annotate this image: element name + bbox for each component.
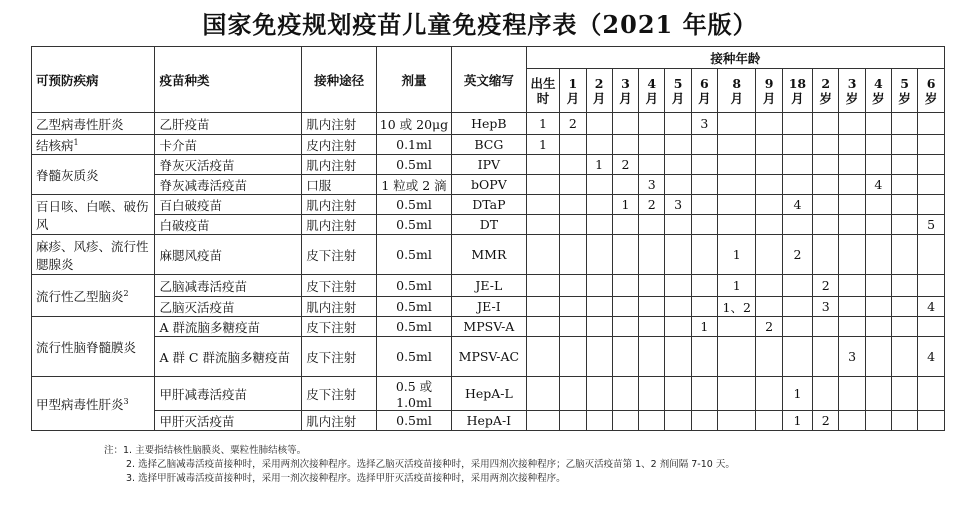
dose-number-cell xyxy=(717,411,755,431)
dose-cell: 0.1ml xyxy=(377,135,452,155)
route-cell: 皮下注射 xyxy=(302,275,377,297)
dose-number-cell xyxy=(639,377,665,411)
dose-number-cell xyxy=(560,411,586,431)
dose-number-cell xyxy=(691,235,717,275)
dose-number-cell xyxy=(865,135,891,155)
dose-number-cell xyxy=(782,175,812,195)
dose-number-cell xyxy=(586,113,612,135)
abbr-cell: JE-I xyxy=(451,297,526,317)
dose-number-cell xyxy=(782,135,812,155)
table-row xyxy=(32,317,945,337)
header-age-1: 1 月 xyxy=(560,69,586,113)
dose-number-cell xyxy=(586,337,612,377)
route-cell: 皮下注射 xyxy=(302,317,377,337)
dose-number-cell: 4 xyxy=(782,195,812,215)
dose-number-cell xyxy=(560,235,586,275)
dose-number-cell xyxy=(717,337,755,377)
dose-number-cell xyxy=(756,175,782,195)
abbr-cell: HepA-L xyxy=(451,377,526,411)
dose-number-cell: 2 xyxy=(756,317,782,337)
header-age-group: 接种年龄 xyxy=(526,47,944,69)
page-title: 国家免疫规划疫苗儿童免疫程序表（2021 年版） xyxy=(202,10,758,39)
header-age-11: 3 岁 xyxy=(839,69,865,113)
dose-number-cell xyxy=(639,135,665,155)
abbr-cell: JE-L xyxy=(451,275,526,297)
dose-number-cell xyxy=(560,275,586,297)
dose-number-cell: 1 xyxy=(691,317,717,337)
dose-number-cell xyxy=(586,135,612,155)
dose-number-cell: 2 xyxy=(813,275,839,297)
dose-number-cell xyxy=(839,411,865,431)
dose-number-cell: 2 xyxy=(560,113,586,135)
header-route: 接种途径 xyxy=(302,47,377,113)
dose-number-cell xyxy=(526,155,559,175)
dose-number-cell xyxy=(639,317,665,337)
dose-number-cell xyxy=(813,337,839,377)
vaccine-cell: 脊灰减毒活疫苗 xyxy=(155,175,302,195)
header-vaccine: 疫苗种类 xyxy=(155,47,302,113)
dose-number-cell: 1 xyxy=(526,135,559,155)
dose-number-cell xyxy=(918,411,945,431)
dose-number-cell xyxy=(691,275,717,297)
footnote-marker: 3 xyxy=(123,396,129,406)
dose-number-cell xyxy=(839,297,865,317)
dose-number-cell: 1 xyxy=(782,377,812,411)
dose-number-cell xyxy=(865,113,891,135)
dose-number-cell: 2 xyxy=(639,195,665,215)
dose-number-cell xyxy=(586,275,612,297)
dose-cell: 1 粒或 2 滴 xyxy=(377,175,452,195)
dose-number-cell xyxy=(839,175,865,195)
dose-number-cell xyxy=(586,297,612,317)
header-age-3: 3 月 xyxy=(612,69,638,113)
dose-number-cell xyxy=(839,135,865,155)
dose-number-cell xyxy=(918,195,945,215)
dose-cell: 0.5ml xyxy=(377,297,452,317)
dose-number-cell xyxy=(639,235,665,275)
dose-number-cell xyxy=(691,195,717,215)
table-row xyxy=(32,195,945,215)
dose-number-cell xyxy=(612,113,638,135)
header-abbr: 英文缩写 xyxy=(451,47,526,113)
route-cell: 肌内注射 xyxy=(302,195,377,215)
dose-number-cell xyxy=(526,175,559,195)
table-row xyxy=(32,113,945,135)
dose-number-cell xyxy=(612,175,638,195)
dose-number-cell: 3 xyxy=(691,113,717,135)
dose-number-cell xyxy=(865,297,891,317)
abbr-cell: IPV xyxy=(451,155,526,175)
dose-number-cell xyxy=(891,377,917,411)
dose-number-cell xyxy=(813,317,839,337)
dose-number-cell xyxy=(717,155,755,175)
dose-number-cell xyxy=(839,235,865,275)
dose-number-cell xyxy=(782,215,812,235)
dose-number-cell xyxy=(782,297,812,317)
vaccine-cell: 白破疫苗 xyxy=(155,215,302,235)
dose-number-cell xyxy=(717,195,755,215)
dose-number-cell xyxy=(717,175,755,195)
dose-number-cell: 4 xyxy=(865,175,891,195)
dose-number-cell xyxy=(891,275,917,297)
header-age-8: 9 月 xyxy=(756,69,782,113)
vaccine-cell: 麻腮风疫苗 xyxy=(155,235,302,275)
dose-number-cell: 1 xyxy=(717,235,755,275)
dose-number-cell xyxy=(918,317,945,337)
header-age-0: 出生 时 xyxy=(526,69,559,113)
footnotes xyxy=(104,444,735,486)
abbr-cell: DT xyxy=(451,215,526,235)
dose-number-cell xyxy=(782,275,812,297)
dose-number-cell: 1 xyxy=(782,411,812,431)
dose-number-cell xyxy=(560,337,586,377)
dose-number-cell xyxy=(560,135,586,155)
dose-number-cell xyxy=(865,195,891,215)
dose-number-cell xyxy=(639,411,665,431)
dose-number-cell xyxy=(782,155,812,175)
dose-number-cell xyxy=(526,411,559,431)
dose-number-cell xyxy=(782,337,812,377)
abbr-cell: MPSV-AC xyxy=(451,337,526,377)
dose-number-cell xyxy=(560,155,586,175)
vaccine-cell: A 群 C 群流脑多糖疫苗 xyxy=(155,337,302,377)
dose-number-cell xyxy=(586,411,612,431)
dose-number-cell xyxy=(691,337,717,377)
disease-cell: 流行性脑脊髓膜炎 xyxy=(32,317,155,377)
dose-cell: 0.5ml xyxy=(377,411,452,431)
dose-number-cell xyxy=(756,235,782,275)
dose-number-cell xyxy=(839,317,865,337)
header-age-4: 4 月 xyxy=(639,69,665,113)
abbr-cell: bOPV xyxy=(451,175,526,195)
dose-number-cell xyxy=(756,113,782,135)
dose-number-cell xyxy=(586,377,612,411)
dose-cell: 0.5 或 1.0ml xyxy=(377,377,452,411)
dose-number-cell: 3 xyxy=(813,297,839,317)
footnote-3: 3. 选择甲肝减毒活疫苗接种时，采用一剂次接种程序。选择甲肝灭活疫苗接种时，采用两剂次接种程序。 xyxy=(126,473,566,484)
dose-number-cell xyxy=(918,235,945,275)
immunization-schedule-table xyxy=(31,46,945,431)
dose-number-cell xyxy=(717,317,755,337)
dose-number-cell xyxy=(526,215,559,235)
dose-number-cell xyxy=(865,337,891,377)
table-row xyxy=(32,235,945,275)
dose-number-cell xyxy=(560,195,586,215)
route-cell: 皮内注射 xyxy=(302,135,377,155)
dose-number-cell xyxy=(813,235,839,275)
dose-number-cell xyxy=(813,377,839,411)
dose-number-cell xyxy=(639,113,665,135)
dose-number-cell xyxy=(756,337,782,377)
vaccine-cell: 百白破疫苗 xyxy=(155,195,302,215)
dose-number-cell xyxy=(891,155,917,175)
header-age-13: 5 岁 xyxy=(891,69,917,113)
route-cell: 肌内注射 xyxy=(302,411,377,431)
dose-number-cell xyxy=(865,275,891,297)
dose-number-cell xyxy=(560,377,586,411)
table-row xyxy=(32,155,945,175)
dose-number-cell xyxy=(665,317,691,337)
dose-number-cell xyxy=(691,135,717,155)
dose-number-cell xyxy=(717,215,755,235)
dose-number-cell xyxy=(612,411,638,431)
dose-number-cell xyxy=(918,155,945,175)
dose-number-cell: 2 xyxy=(612,155,638,175)
dose-number-cell: 1 xyxy=(586,155,612,175)
dose-number-cell xyxy=(586,215,612,235)
dose-number-cell xyxy=(665,235,691,275)
footnote-marker: 1 xyxy=(73,137,79,147)
dose-number-cell xyxy=(665,275,691,297)
dose-number-cell: 3 xyxy=(665,195,691,215)
dose-number-cell xyxy=(612,337,638,377)
dose-cell: 0.5ml xyxy=(377,337,452,377)
dose-number-cell: 1、2 xyxy=(717,297,755,317)
dose-number-cell xyxy=(891,135,917,155)
dose-number-cell xyxy=(891,337,917,377)
vaccine-cell: 乙脑减毒活疫苗 xyxy=(155,275,302,297)
dose-number-cell xyxy=(891,297,917,317)
dose-number-cell xyxy=(560,317,586,337)
dose-number-cell xyxy=(839,195,865,215)
header-age-7: 8 月 xyxy=(717,69,755,113)
dose-number-cell xyxy=(639,337,665,377)
dose-number-cell xyxy=(612,317,638,337)
header-disease: 可预防疾病 xyxy=(32,47,155,113)
dose-number-cell xyxy=(691,377,717,411)
header-age-14: 6 岁 xyxy=(918,69,945,113)
table-row xyxy=(32,175,945,195)
disease-cell: 麻疹、风疹、流行性腮腺炎 xyxy=(32,235,155,275)
route-cell: 肌内注射 xyxy=(302,113,377,135)
dose-number-cell xyxy=(813,195,839,215)
vaccine-cell: 乙脑灭活疫苗 xyxy=(155,297,302,317)
dose-number-cell xyxy=(891,113,917,135)
vaccine-cell: 甲肝灭活疫苗 xyxy=(155,411,302,431)
dose-number-cell xyxy=(526,297,559,317)
dose-number-cell xyxy=(612,297,638,317)
dose-number-cell xyxy=(639,155,665,175)
header-dose: 剂量 xyxy=(377,47,452,113)
table-row xyxy=(32,377,945,411)
dose-number-cell xyxy=(813,175,839,195)
dose-number-cell xyxy=(891,317,917,337)
dose-number-cell xyxy=(639,275,665,297)
disease-cell: 甲型病毒性肝炎$^3$ xyxy=(32,377,155,431)
dose-cell: 0.5ml xyxy=(377,235,452,275)
abbr-cell: DTaP xyxy=(451,195,526,215)
abbr-cell: MMR xyxy=(451,235,526,275)
dose-cell: 0.5ml xyxy=(377,215,452,235)
dose-number-cell xyxy=(665,155,691,175)
dose-number-cell xyxy=(918,113,945,135)
dose-number-cell xyxy=(813,113,839,135)
dose-number-cell xyxy=(865,235,891,275)
dose-number-cell xyxy=(865,215,891,235)
dose-number-cell xyxy=(612,235,638,275)
vaccine-cell: 脊灰灭活疫苗 xyxy=(155,155,302,175)
dose-number-cell xyxy=(782,317,812,337)
disease-cell: 百日咳、白喉、破伤风 xyxy=(32,195,155,235)
route-cell: 肌内注射 xyxy=(302,215,377,235)
dose-number-cell xyxy=(665,337,691,377)
dose-number-cell xyxy=(665,175,691,195)
dose-number-cell xyxy=(560,215,586,235)
dose-number-cell: 1 xyxy=(612,195,638,215)
dose-number-cell xyxy=(526,235,559,275)
dose-number-cell xyxy=(918,135,945,155)
header-age-5: 5 月 xyxy=(665,69,691,113)
dose-number-cell xyxy=(813,155,839,175)
disease-cell: 脊髓灰质炎 xyxy=(32,155,155,195)
dose-number-cell xyxy=(560,175,586,195)
vaccine-cell: 卡介苗 xyxy=(155,135,302,155)
dose-number-cell xyxy=(665,411,691,431)
route-cell: 肌内注射 xyxy=(302,155,377,175)
dose-number-cell xyxy=(560,297,586,317)
dose-number-cell xyxy=(839,155,865,175)
dose-number-cell xyxy=(891,195,917,215)
header-age-12: 4 岁 xyxy=(865,69,891,113)
dose-number-cell xyxy=(756,195,782,215)
vaccine-cell: A 群流脑多糖疫苗 xyxy=(155,317,302,337)
route-cell: 皮下注射 xyxy=(302,377,377,411)
dose-number-cell: 3 xyxy=(639,175,665,195)
dose-cell: 0.5ml xyxy=(377,195,452,215)
dose-number-cell xyxy=(756,155,782,175)
disease-cell: 流行性乙型脑炎$^2$ xyxy=(32,275,155,317)
dose-cell: 10 或 20μg xyxy=(377,113,452,135)
dose-number-cell: 3 xyxy=(839,337,865,377)
dose-number-cell xyxy=(665,215,691,235)
abbr-cell: HepA-I xyxy=(451,411,526,431)
dose-number-cell xyxy=(526,317,559,337)
vaccine-cell: 乙肝疫苗 xyxy=(155,113,302,135)
dose-number-cell xyxy=(665,297,691,317)
dose-number-cell xyxy=(526,275,559,297)
header-age-10: 2 岁 xyxy=(813,69,839,113)
route-cell: 皮下注射 xyxy=(302,235,377,275)
dose-cell: 0.5ml xyxy=(377,275,452,297)
dose-number-cell xyxy=(865,377,891,411)
dose-number-cell: 2 xyxy=(813,411,839,431)
footnote-1: 注：1. 主要指结核性脑膜炎、粟粒性肺结核等。 xyxy=(104,445,307,456)
dose-number-cell xyxy=(839,377,865,411)
table-row xyxy=(32,297,945,317)
dose-number-cell xyxy=(918,377,945,411)
dose-number-cell xyxy=(586,317,612,337)
route-cell: 皮下注射 xyxy=(302,337,377,377)
dose-number-cell xyxy=(665,377,691,411)
header-age-2: 2 月 xyxy=(586,69,612,113)
table-row xyxy=(32,135,945,155)
dose-number-cell xyxy=(756,275,782,297)
dose-number-cell xyxy=(865,411,891,431)
dose-number-cell xyxy=(865,317,891,337)
dose-number-cell: 1 xyxy=(717,275,755,297)
abbr-cell: HepB xyxy=(451,113,526,135)
dose-number-cell xyxy=(756,411,782,431)
dose-number-cell xyxy=(756,297,782,317)
dose-number-cell xyxy=(865,155,891,175)
dose-number-cell: 1 xyxy=(526,113,559,135)
footnote-marker: 2 xyxy=(123,288,129,298)
dose-number-cell xyxy=(891,411,917,431)
dose-cell: 0.5ml xyxy=(377,155,452,175)
dose-number-cell xyxy=(665,113,691,135)
dose-number-cell xyxy=(612,377,638,411)
dose-number-cell xyxy=(756,215,782,235)
dose-number-cell xyxy=(756,135,782,155)
vaccine-cell: 甲肝减毒活疫苗 xyxy=(155,377,302,411)
footnote-2: 2. 选择乙脑减毒活疫苗接种时，采用两剂次接种程序。选择乙脑灭活疫苗接种时，采用四剂次接种程序；乙脑灭活疫苗第 1、2 剂间隔 7-10 天。 xyxy=(126,459,735,470)
dose-number-cell xyxy=(586,175,612,195)
dose-number-cell xyxy=(717,135,755,155)
dose-number-cell xyxy=(891,175,917,195)
dose-number-cell: 4 xyxy=(918,337,945,377)
dose-number-cell xyxy=(526,377,559,411)
dose-number-cell xyxy=(813,135,839,155)
dose-number-cell xyxy=(717,377,755,411)
dose-number-cell xyxy=(813,215,839,235)
dose-number-cell xyxy=(918,275,945,297)
dose-number-cell xyxy=(665,135,691,155)
dose-number-cell: 5 xyxy=(918,215,945,235)
dose-number-cell xyxy=(586,195,612,215)
abbr-cell: BCG xyxy=(451,135,526,155)
dose-number-cell xyxy=(526,337,559,377)
table-row xyxy=(32,337,945,377)
dose-number-cell xyxy=(839,215,865,235)
dose-number-cell xyxy=(839,275,865,297)
route-cell: 口服 xyxy=(302,175,377,195)
dose-number-cell xyxy=(891,235,917,275)
dose-number-cell xyxy=(526,195,559,215)
dose-number-cell xyxy=(639,215,665,235)
disease-cell: 乙型病毒性肝炎 xyxy=(32,113,155,135)
dose-number-cell xyxy=(691,215,717,235)
dose-number-cell xyxy=(691,155,717,175)
dose-number-cell xyxy=(756,377,782,411)
dose-number-cell xyxy=(691,297,717,317)
table-row xyxy=(32,275,945,297)
header-age-9: 18 月 xyxy=(782,69,812,113)
dose-number-cell xyxy=(639,297,665,317)
dose-number-cell xyxy=(717,113,755,135)
abbr-cell: MPSV-A xyxy=(451,317,526,337)
dose-number-cell: 2 xyxy=(782,235,812,275)
dose-number-cell xyxy=(612,215,638,235)
dose-number-cell xyxy=(782,113,812,135)
header-age-6: 6 月 xyxy=(691,69,717,113)
dose-number-cell xyxy=(612,275,638,297)
dose-number-cell xyxy=(691,175,717,195)
dose-number-cell xyxy=(691,411,717,431)
dose-number-cell xyxy=(839,113,865,135)
dose-number-cell xyxy=(918,175,945,195)
dose-number-cell xyxy=(586,235,612,275)
dose-number-cell xyxy=(891,215,917,235)
route-cell: 肌内注射 xyxy=(302,297,377,317)
dose-cell: 0.5ml xyxy=(377,317,452,337)
disease-cell: 结核病$^1$ xyxy=(32,135,155,155)
table-row xyxy=(32,411,945,431)
table-row xyxy=(32,215,945,235)
dose-number-cell xyxy=(612,135,638,155)
dose-number-cell: 4 xyxy=(918,297,945,317)
